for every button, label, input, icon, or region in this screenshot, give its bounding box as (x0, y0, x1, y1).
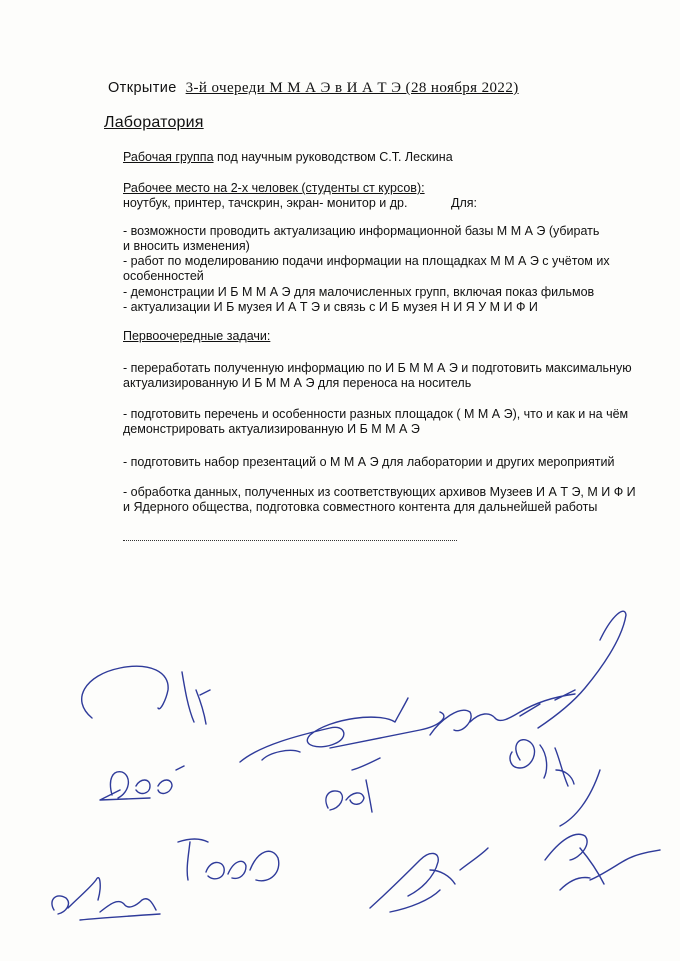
signature-6 (510, 740, 600, 826)
title-underlined: 3-й очереди М М А Э в И А Т Э (28 ноября 2022) (185, 80, 519, 96)
signatures-area (0, 560, 680, 960)
workplace-equipment-line (123, 196, 623, 211)
task-line: - переработать полученную информацию по И Б М М А Э и подготовить максимальную (123, 361, 632, 375)
task-line: - обработка данных, полученных из соответствующих архивов Музеев И А Т Э, М И Ф И (123, 485, 636, 499)
signature-2 (100, 766, 184, 800)
signature-8 (370, 848, 488, 912)
task-line: актуализированную И Б М М А Э для переноса на носитель (123, 376, 472, 390)
workplace-equipment: ноутбук, принтер, тачскрин, экран- монитор и др. (123, 196, 408, 210)
working-group-label: Рабочая группа (123, 150, 214, 164)
signature-1 (82, 666, 210, 724)
purpose-line: - актуализации И Б музея И А Т Э и связь с И Б музея Н И Я У М И Ф И (123, 300, 538, 314)
section-heading: Лаборатория (104, 114, 204, 131)
purpose-line: особенностей (123, 269, 204, 283)
title-prefix: Открытие (108, 80, 177, 96)
signature-10 (52, 878, 160, 920)
priority-heading: Первоочередные задачи: (123, 329, 271, 343)
purpose-line: - демонстрации И Б М М А Э для малочисленных групп, включая показ фильмов (123, 285, 595, 299)
task-line: демонстрировать актуализированную И Б М М А Э (123, 422, 420, 436)
document-title (108, 80, 519, 97)
for-label: Для: (451, 196, 478, 210)
workplace-label: Рабочее место на 2-х человек (студенты ст курсов): (123, 181, 425, 195)
purpose-line: и вносить изменения) (123, 239, 250, 253)
signature-4 (430, 611, 626, 735)
working-group-line (123, 150, 623, 165)
signature-9 (545, 834, 660, 890)
purpose-line: - возможности проводить актуализацию информационной базы М М А Э (убирать (123, 224, 600, 238)
task-line: - подготовить набор презентаций о М М А Э для лаборатории и других мероприятий (123, 455, 615, 469)
signature-7 (178, 839, 279, 881)
dotted-signature-line (123, 534, 457, 541)
purpose-line: - работ по моделированию подачи информации на площадках М М А Э с учётом их (123, 254, 610, 268)
signature-5 (326, 758, 380, 812)
task-line: - подготовить перечень и особенности разных площадок ( М М А Э), что и как и на чём (123, 407, 629, 421)
working-group-text: под научным руководством С.Т. Лескина (213, 150, 453, 164)
signature-3 (240, 698, 444, 762)
task-line: и Ядерного общества, подготовка совместного контента для дальнейшей работы (123, 500, 598, 514)
